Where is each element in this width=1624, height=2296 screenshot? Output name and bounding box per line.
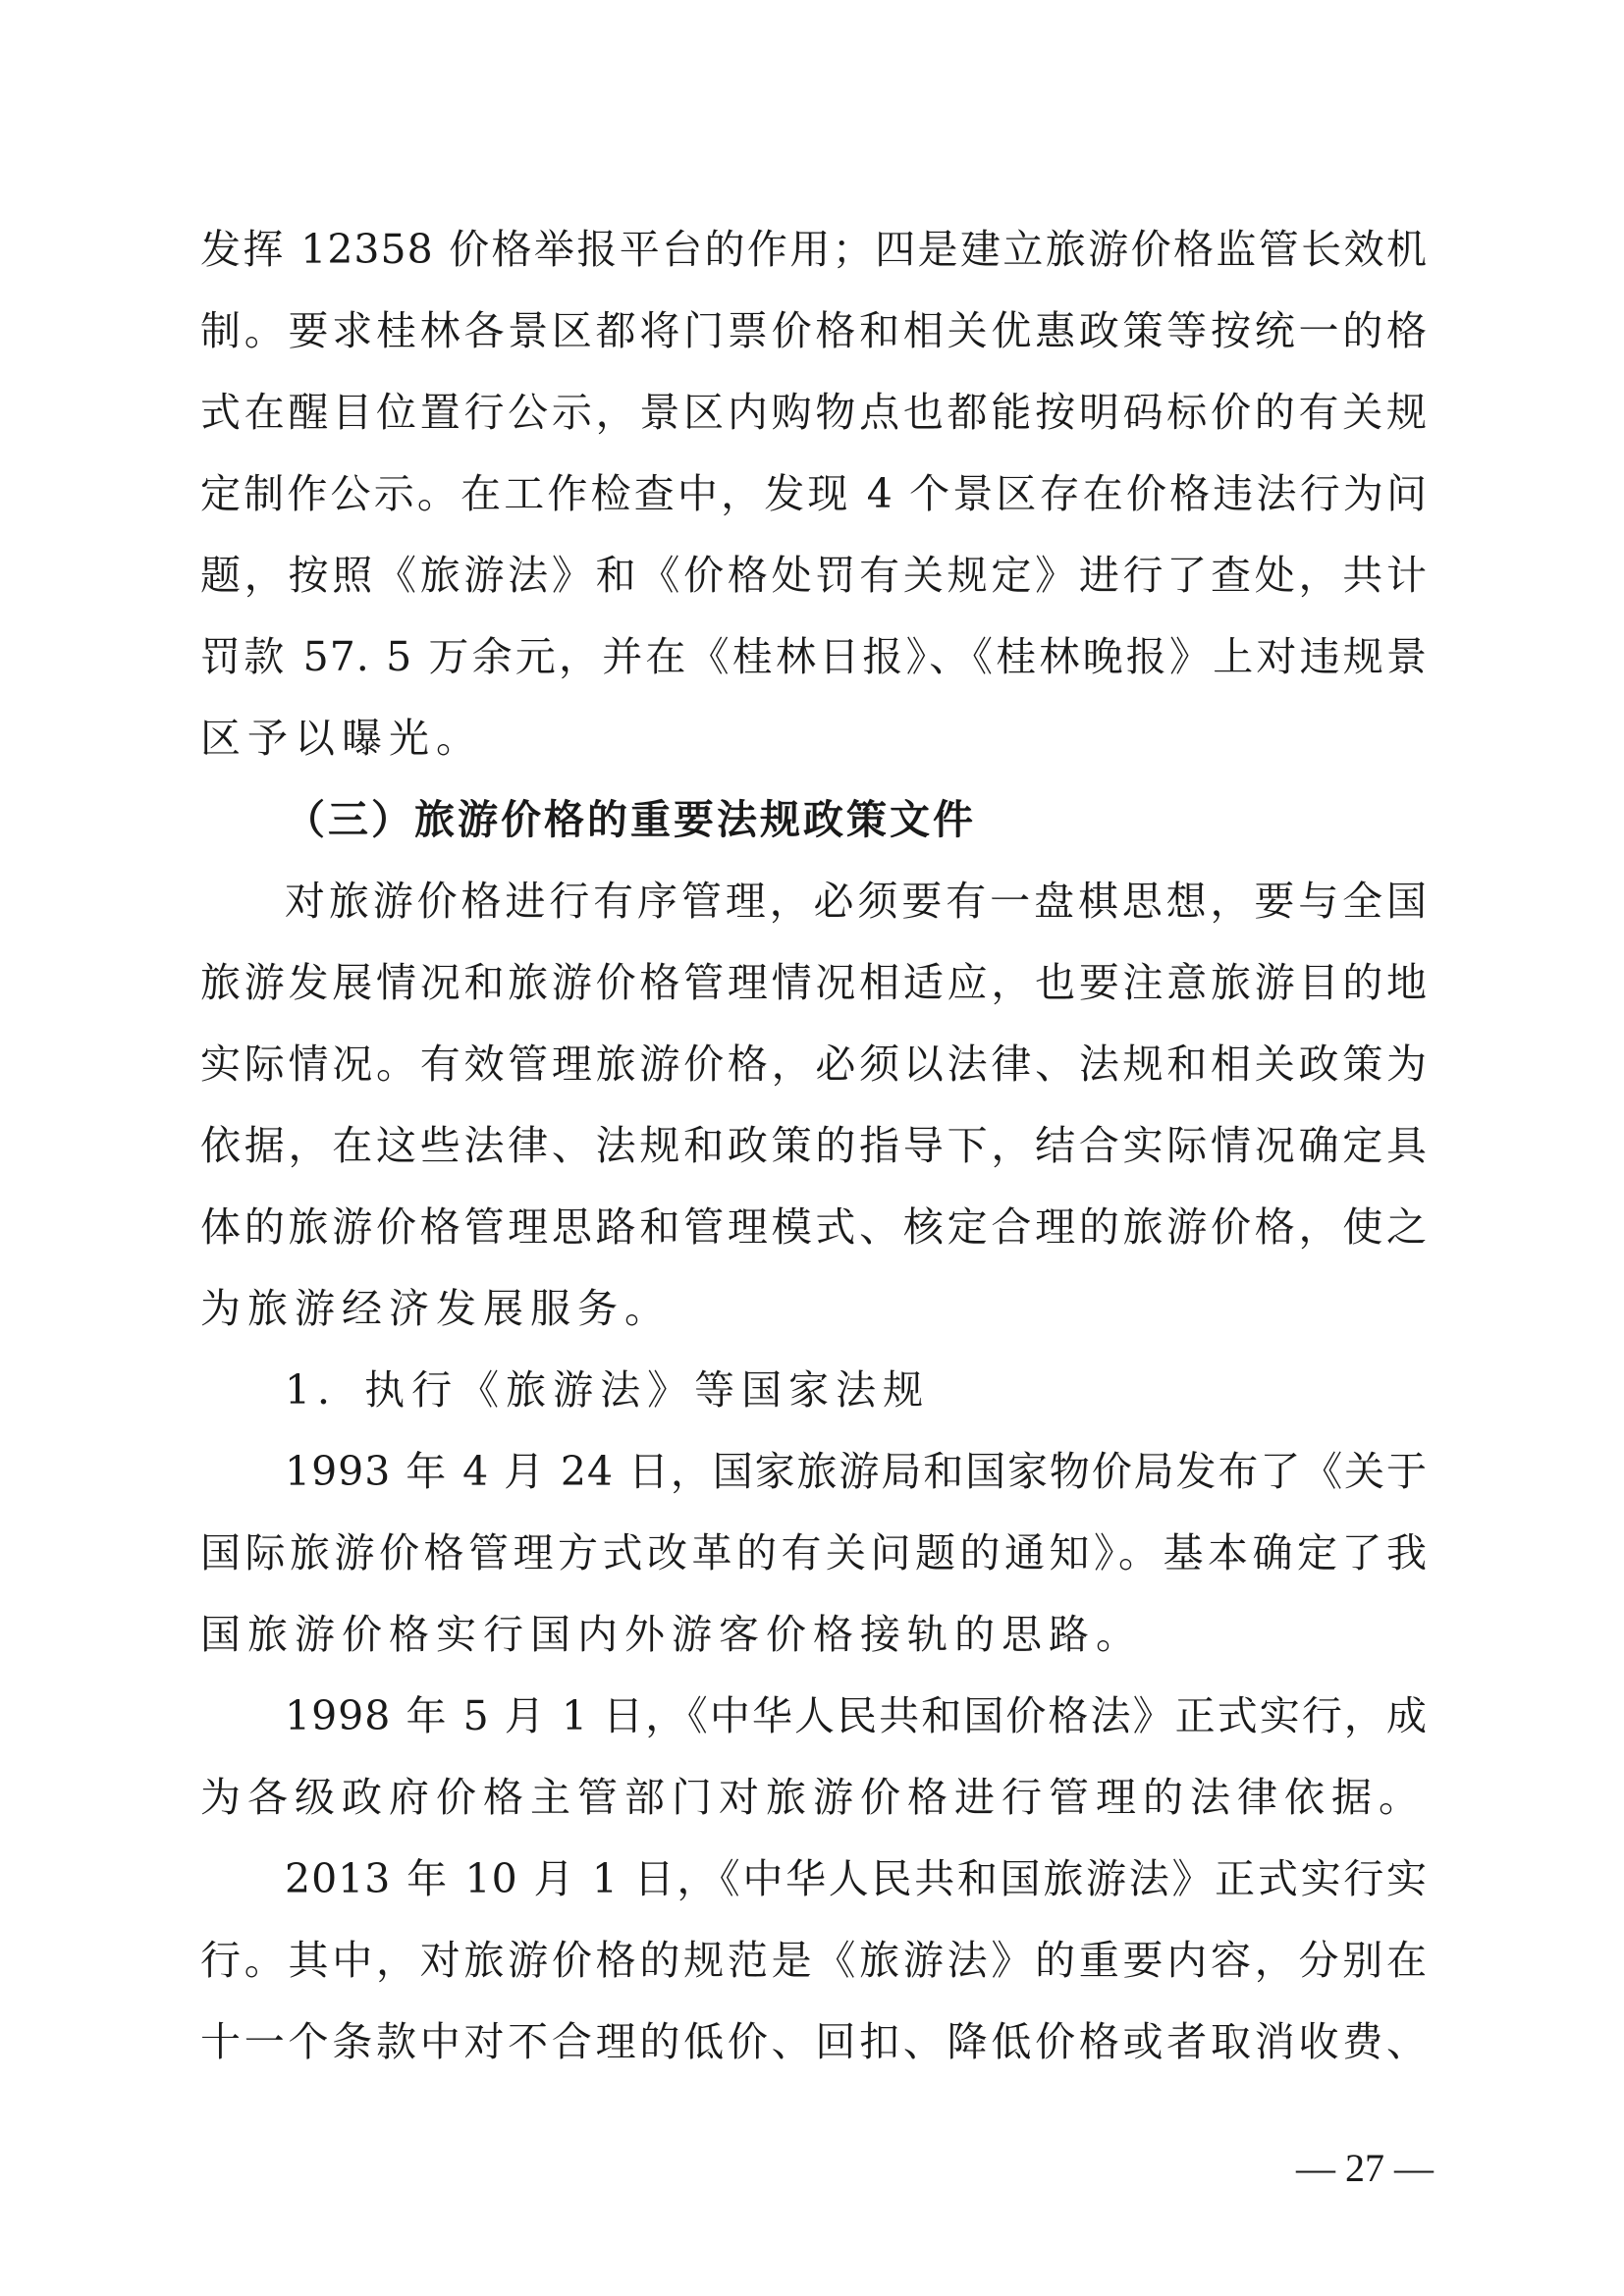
paragraph-line: 体的旅游价格管理思路和管理模式、核定合理的旅游价格，使之: [200, 1203, 1428, 1251]
paragraph-line: 对旅游价格进行有序管理，必须要有一盘棋思想，要与全国: [285, 878, 1428, 925]
paragraph-line: 式在醒目位置行公示，景区内购物点也都能按明码标价的有关规: [200, 389, 1428, 436]
section-heading: （三）旅游价格的重要法规政策文件: [285, 796, 976, 843]
subsection-heading: 1．执行《旅游法》等国家法规: [285, 1366, 931, 1414]
paragraph-line: 国旅游价格实行国内外游客价格接轨的思路。: [200, 1611, 1143, 1658]
paragraph-line: 十一个条款中对不合理的低价、回扣、降低价格或者取消收费、: [200, 2018, 1428, 2065]
paragraph-line: 实际情况。有效管理旅游价格，必须以法律、法规和相关政策为: [200, 1041, 1428, 1088]
paragraph-line: 依据，在这些法律、法规和政策的指导下，结合实际情况确定具: [200, 1122, 1428, 1169]
paragraph-line: 1998 年 5 月 1 日，《中华人民共和国价格法》正式实行，成: [285, 1692, 1428, 1739]
paragraph-line: 发挥 12358 价格举报平台的作用；四是建立旅游价格监管长效机: [200, 226, 1428, 273]
paragraph-line: 1993 年 4 月 24 日，国家旅游局和国家物价局发布了《关于: [285, 1448, 1428, 1495]
paragraph-line: 为旅游经济发展服务。: [200, 1285, 672, 1332]
paragraph-line: 题，按照《旅游法》和《价格处罚有关规定》进行了查处，共计: [200, 552, 1428, 599]
paragraph-line: 2013 年 10 月 1 日，《中华人民共和国旅游法》正式实行实: [285, 1855, 1428, 1902]
paragraph-line: 定制作公示。在工作检查中，发现 4 个景区存在价格违法行为问: [200, 470, 1428, 517]
paragraph-line: 制。要求桂林各景区都将门票价格和相关优惠政策等按统一的格: [200, 307, 1428, 354]
page-number: — 27 —: [1296, 2146, 1434, 2190]
paragraph-line: 旅游发展情况和旅游价格管理情况相适应，也要注意旅游目的地: [200, 959, 1428, 1006]
paragraph-line: 区予以曝光。: [200, 715, 483, 762]
paragraph-line: 国际旅游价格管理方式改革的有关问题的通知》。基本确定了我: [200, 1529, 1428, 1576]
paragraph-line: 行。其中，对旅游价格的规范是《旅游法》的重要内容，分别在: [200, 1937, 1428, 1984]
paragraph-line: 为各级政府价格主管部门对旅游价格进行管理的法律依据。: [200, 1774, 1426, 1821]
paragraph-line: 罚款 57. 5 万余元，并在《桂林日报》、《桂林晚报》上对违规景: [200, 633, 1428, 680]
